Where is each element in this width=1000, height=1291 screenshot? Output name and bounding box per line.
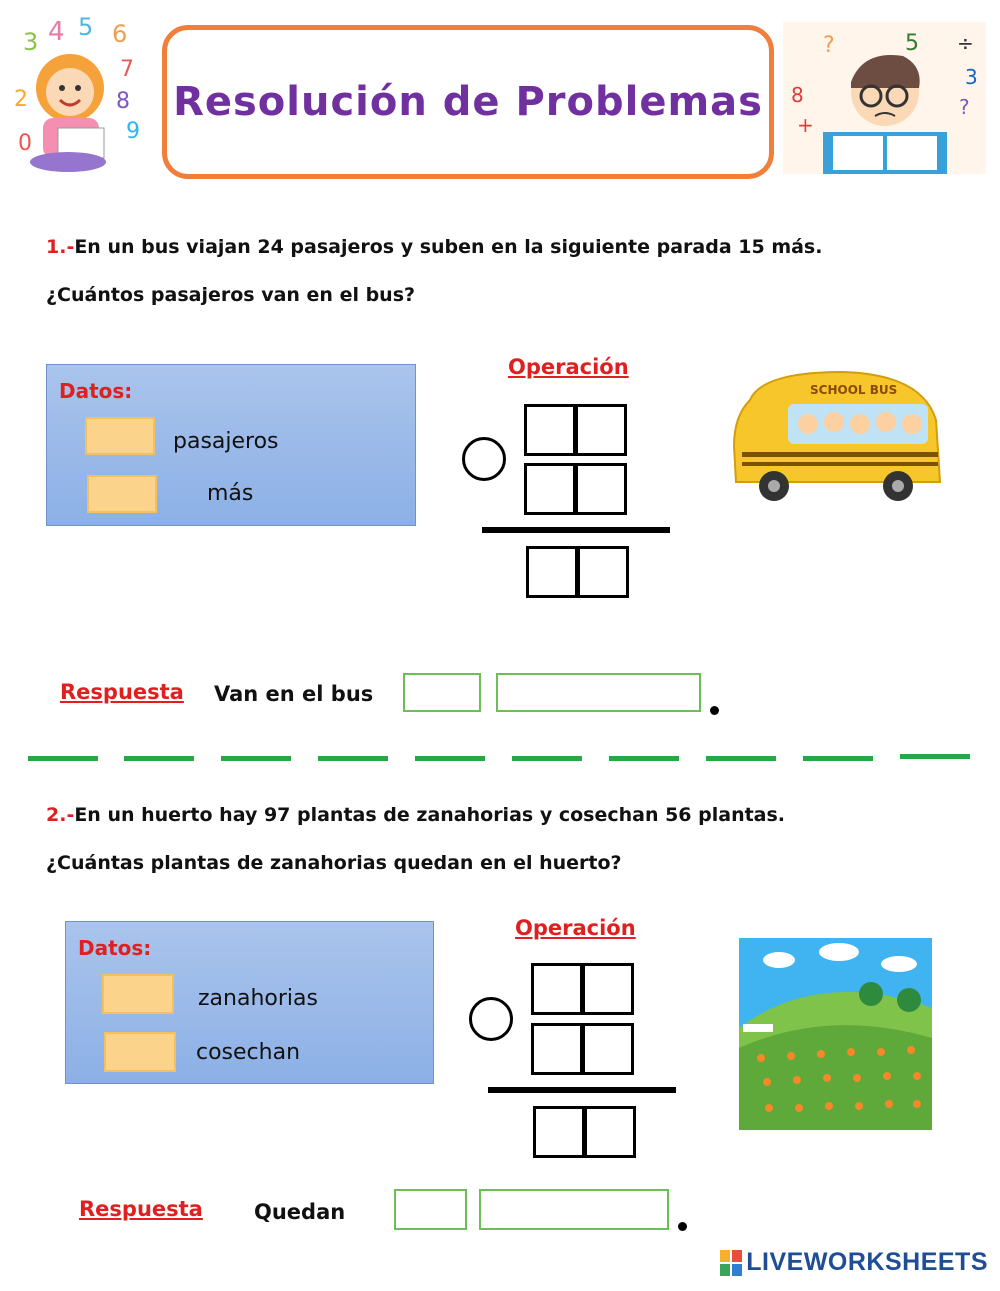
problem-1-digit-input[interactable] — [575, 463, 627, 515]
problem-2-answer-text: Quedan — [254, 1200, 346, 1224]
problem-2-difference-line — [488, 1087, 676, 1093]
svg-text:?: ? — [959, 95, 970, 119]
problem-1-datos-title: Datos: — [59, 379, 133, 403]
problem-2-datos-label-1: zanahorias — [198, 986, 318, 1011]
problem-1-result-digit-input[interactable] — [577, 546, 629, 598]
section-divider — [221, 756, 291, 761]
bus-sign: SCHOOL BUS — [810, 383, 898, 397]
problem-1-datos-label-2: más — [207, 481, 254, 506]
liveworksheets-logo-icon — [720, 1250, 742, 1276]
problem-1-digit-input[interactable] — [524, 463, 576, 515]
problem-1-result-digit-input[interactable] — [526, 546, 578, 598]
section-divider — [609, 756, 679, 761]
svg-text:9: 9 — [126, 119, 140, 144]
section-divider — [415, 756, 485, 761]
page-title: Resolución de Problemas — [173, 79, 763, 125]
problem-1-datos-input-1[interactable] — [85, 417, 155, 455]
problem-1-datos-label-1: pasajeros — [173, 429, 279, 454]
section-divider — [900, 754, 970, 759]
problem-2-digit-input[interactable] — [582, 1023, 634, 1075]
svg-text:7: 7 — [120, 57, 134, 82]
svg-text:6: 6 — [112, 20, 128, 48]
section-divider — [124, 756, 194, 761]
problem-2-datos-input-1[interactable] — [102, 974, 174, 1014]
problem-2-result-digit-input[interactable] — [584, 1106, 636, 1158]
problem-1-period — [710, 706, 719, 715]
problem-1-operation-title: Operación — [508, 355, 629, 379]
title-banner — [162, 25, 774, 179]
problem-1-answer-word-input[interactable] — [496, 673, 701, 712]
svg-text:0: 0 — [18, 131, 32, 156]
problem-1-answer-number-input[interactable] — [403, 673, 481, 712]
problem-1-answer-title: Respuesta — [60, 680, 184, 704]
problem-2-result-digit-input[interactable] — [533, 1106, 585, 1158]
problem-1-number: 1.- — [46, 236, 75, 258]
problem-1-answer-text: Van en el bus — [214, 682, 374, 706]
problem-2-operation-title: Operación — [515, 916, 636, 940]
problem-2-datos-box — [65, 921, 434, 1084]
problem-1-datos-input-2[interactable] — [87, 475, 157, 513]
svg-text:3: 3 — [23, 28, 39, 56]
problem-2-line1: En un huerto hay 97 plantas de zanahorias y cosechan 56 plantas. — [74, 804, 786, 826]
liveworksheets-logo — [720, 1248, 988, 1277]
svg-text:3: 3 — [965, 65, 978, 89]
problem-2-number: 2.- — [46, 804, 75, 826]
svg-text:8: 8 — [116, 89, 130, 114]
problem-2-answer-number-input[interactable] — [394, 1189, 467, 1230]
problem-1-statement — [46, 236, 822, 258]
section-divider — [512, 756, 582, 761]
section-divider — [706, 756, 776, 761]
svg-text:5: 5 — [905, 31, 919, 56]
problem-2-datos-input-2[interactable] — [104, 1032, 176, 1072]
problem-2-digit-input[interactable] — [531, 1023, 583, 1075]
problem-2-answer-title: Respuesta — [79, 1197, 203, 1221]
carrot-field-illustration — [739, 938, 932, 1130]
problem-2-datos-label-2: cosechan — [196, 1040, 301, 1065]
section-divider — [803, 756, 873, 761]
problem-2-digit-input[interactable] — [531, 963, 583, 1015]
section-divider — [318, 756, 388, 761]
problem-2-question: ¿Cuántas plantas de zanahorias quedan en el huerto? — [46, 852, 622, 874]
problem-1-datos-box — [46, 364, 416, 526]
problem-2-datos-title: Datos: — [78, 936, 152, 960]
problem-1-operator-input[interactable] — [462, 437, 506, 481]
problem-1-sum-line — [482, 527, 670, 533]
svg-text:?: ? — [823, 33, 835, 58]
svg-text:5: 5 — [78, 13, 94, 41]
problem-2-statement — [46, 804, 785, 826]
brand-text: LIVEWORKSHEETS — [746, 1248, 988, 1276]
problem-2-digit-input[interactable] — [582, 963, 634, 1015]
problem-1-digit-input[interactable] — [575, 404, 627, 456]
problem-2-period — [678, 1222, 687, 1231]
svg-text:÷: ÷ — [957, 31, 974, 55]
problem-2-answer-word-input[interactable] — [479, 1189, 669, 1230]
girl-writing-illustration — [8, 10, 143, 180]
problem-1-digit-input[interactable] — [524, 404, 576, 456]
problem-1-line1: En un bus viajan 24 pasajeros y suben en la siguiente parada 15 más. — [74, 236, 823, 258]
svg-text:4: 4 — [48, 17, 65, 47]
boy-thinking-illustration — [783, 22, 986, 174]
problem-1-question: ¿Cuántos pasajeros van en el bus? — [46, 284, 416, 306]
problem-2-operator-input[interactable] — [469, 997, 513, 1041]
school-bus-illustration — [722, 360, 948, 502]
section-divider — [28, 756, 98, 761]
svg-text:8: 8 — [791, 83, 804, 107]
svg-text:+: + — [797, 113, 814, 137]
svg-text:2: 2 — [14, 87, 28, 112]
